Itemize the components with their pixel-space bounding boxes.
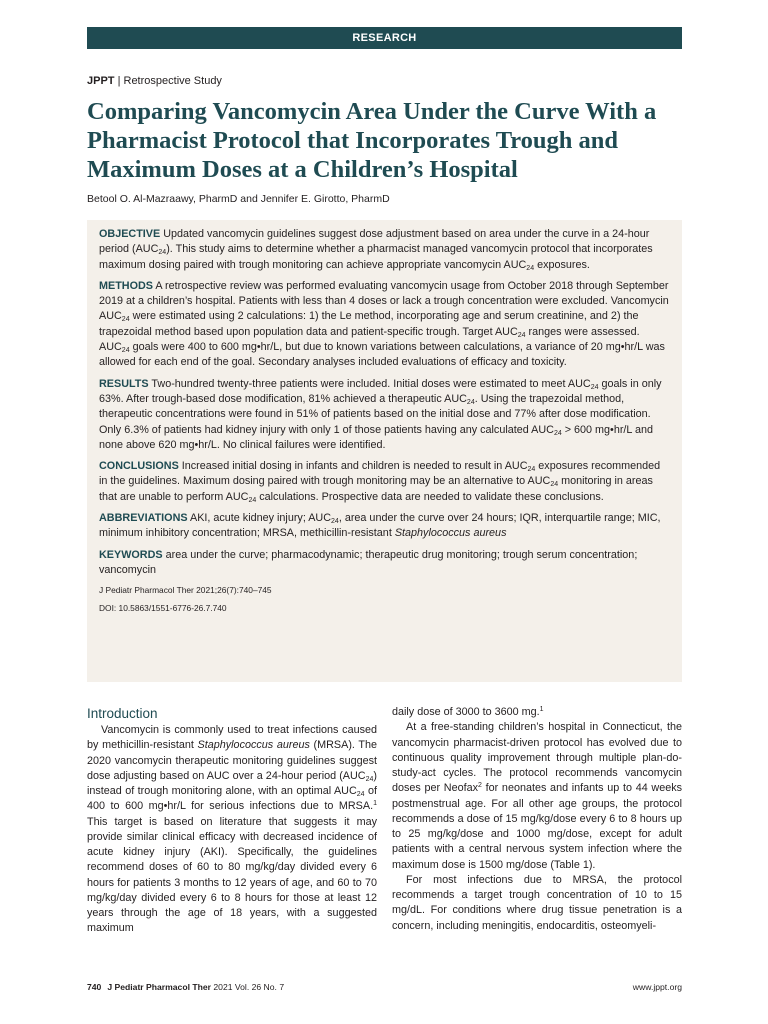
text-run: for neonates and infants up to 44 weeks postmenstrual age. For all other age groups, the protocol recommends a dose of 15 mg/kg/dose every 6 to 8 hours up to 25 mg/kg/dose and 1000 mg/dose, except for adult patients with a central nervous system infection where the maximum dose is 1500 mg/dose (Table 1). xyxy=(392,782,683,871)
abstract-keywords xyxy=(99,548,669,579)
subscript: 24 xyxy=(365,775,374,783)
journal-name: JPPT xyxy=(87,75,115,87)
text-run: > 600 mg•hr/L and none above 620 mg•hr/L. No clinical failures were identified. xyxy=(99,423,654,451)
abstract-objective xyxy=(99,227,669,273)
text-run: were estimated using 2 calculations: 1) the Le method, incorporating age and serum creatinine, and 2) the trapezoidal method based upon population data and patient-specific trough. Target AUC xyxy=(99,310,639,338)
subscript: 24 xyxy=(158,249,167,257)
text-run: This target is based on literature that suggests it may provide similar clinical efficacy with decreased incidence of acute kidney injury (AKI). Specifically, the guidelines recommend doses of 60 to 80 mg/kg/day divided every 6 hours for patients 3 months to 12 years of age, and 60 to 70 mg/kg/day divided every 6 to 8 hours for those at least 12 years through the age of 18 years, with a suggested maximum xyxy=(87,815,377,935)
abbreviations-label: ABBREVIATIONS xyxy=(99,512,188,525)
text-run: ranges were assessed. AUC xyxy=(99,325,640,354)
text-run: (MRSA). The 2020 vancomycin therapeutic monitoring guidelines suggest dose adjusting based on AUC over a 24-hour period (AUC xyxy=(87,739,377,782)
text-run: For most infections due to MRSA, the protocol recommends a target trough concentration of 10 to 15 mg/dL. For conditions where drug tissue penetration is a concern, including meningitis, endocarditis, osteomyeli- xyxy=(392,873,682,932)
methods-label: METHODS xyxy=(99,279,153,292)
subscript: 24 xyxy=(526,264,535,272)
body-paragraph xyxy=(87,723,377,937)
separator: | xyxy=(114,75,124,87)
text-run: AKI, acute kidney injury; AUC xyxy=(187,512,332,525)
study-type: Retrospective Study xyxy=(123,75,222,87)
abstract-results xyxy=(99,377,669,453)
citation: J Pediatr Pharmacol Ther 2021;26(7):740–745 xyxy=(99,585,272,596)
abstract-abbreviations xyxy=(99,511,669,542)
text-run: At a free-standing children’s hospital in Connecticut, the vancomycin pharmacist-driven protocol has evolved due to continuous quality improvement through multiple plan-do-study-act cycles. The protocol recommends vancomycin doses per Neofax xyxy=(392,721,682,795)
subscript: 24 xyxy=(466,398,475,406)
abstract-methods xyxy=(99,279,669,371)
abstract-conclusions xyxy=(99,459,669,505)
author-list: Betool O. Al-Mazraawy, PharmD and Jennifer E. Girotto, PharmD xyxy=(87,193,390,205)
section-banner xyxy=(87,27,682,49)
footer-journal: J Pediatr Pharmacol Ther xyxy=(107,982,211,992)
text-run: monitoring in areas that are unable to perform AUC xyxy=(99,475,653,503)
reference-marker: 2 xyxy=(478,782,482,790)
text-run: area under the curve; pharmacodynamic; therapeutic drug monitoring; trough serum concentration; vancomycin xyxy=(99,548,638,576)
subscript: 24 xyxy=(550,481,559,489)
text-run: calculations. Prospective data are needed to validate these conclusions. xyxy=(256,490,604,503)
text-run: Staphylococcus aureus xyxy=(394,527,507,540)
text-run: ) instead of trough monitoring alone, with an optimal AUC xyxy=(87,769,377,797)
text-run: . Using the trapezoidal method, therapeutic concentrations were found in 51% of patients based on the initial dose and 77% after dose modification. Only 6.3% of patients had kidney injury with only 1 of those patients having any calculated AUC xyxy=(99,392,651,436)
subscript: 24 xyxy=(517,331,526,339)
text-run: daily dose of 3000 to 3600 mg. xyxy=(392,706,540,718)
text-run: Updated vancomycin guidelines suggest dose adjustment based on area under the curve in a 24-hour period (AUC xyxy=(99,228,650,256)
text-run: A retrospective review was performed evaluating vancomycin usage from October 2018 through September 2019 at a children’s hospital. Patients with less than 4 doses or lack a trough concentration were excluded. Vancomycin AUC xyxy=(99,279,669,323)
body-paragraph xyxy=(392,720,682,873)
text-run: , area under the curve over 24 hours; IQR, interquartile range; MIC, minimum inhibitory concentration; MRSA, methicillin-resistant xyxy=(99,512,661,540)
section-heading-introduction: Introduction xyxy=(87,706,158,721)
subscript: 24 xyxy=(248,496,257,504)
keywords-label: KEYWORDS xyxy=(99,548,163,561)
body-paragraph xyxy=(392,705,682,720)
text-run: Increased initial dosing in infants and children is needed to result in AUC xyxy=(178,460,528,473)
subscript: 24 xyxy=(121,347,130,355)
footer-issue: 2021 Vol. 26 No. 7 xyxy=(211,982,285,992)
text-run: Staphylococcus aureus xyxy=(197,739,310,752)
text-run: goals were 400 to 600 mg•hr/L, but due to known variations between calculations, a variance of 20 mg•hr/L was allowed for each end of the goal. Secondary analyses included evaluations of efficacy and toxicity. xyxy=(99,341,665,369)
subscript: 24 xyxy=(553,429,562,437)
subscript: 24 xyxy=(590,383,599,391)
page-footer xyxy=(87,981,682,993)
page-number: 740 xyxy=(87,982,102,992)
subscript: 24 xyxy=(356,791,365,798)
text-run: of 400 to 600 mg•hr/L for serious infections due to MRSA. xyxy=(87,785,377,813)
doi: DOI: 10.5863/1551-6776-26.7.740 xyxy=(99,603,227,614)
text-run: goals in only 63%. After trough-based dose modification, 81% achieved a therapeutic AUC xyxy=(99,377,662,405)
body-column-left xyxy=(87,705,377,937)
text-run: Vancomycin is commonly used to treat infections caused by methicillin-resistant xyxy=(87,724,377,752)
reference-marker: 1 xyxy=(539,706,544,713)
results-label: RESULTS xyxy=(99,377,149,390)
subscript: 24 xyxy=(121,316,130,324)
text-run: ). This study aims to determine whether a pharmacist managed vancomycin protocol that incorporates maximum dosing paired with trough monitoring can achieve appropriate vancomycin AUC xyxy=(99,243,653,271)
section-label: RESEARCH xyxy=(352,32,417,44)
subscript: 24 xyxy=(527,466,536,474)
text-run: Two-hundred twenty-three patients were included. Initial doses were estimated to meet AUC xyxy=(148,377,591,390)
subscript: 24 xyxy=(331,518,339,526)
objective-label: OBJECTIVE xyxy=(99,228,161,240)
body-paragraph xyxy=(392,873,682,934)
article-title: Comparing Vancomycin Area Under the Curve With a Pharmacist Protocol that Incorporates Trough and Maximum Doses at a Children’s Hospital xyxy=(87,98,657,183)
text-run: exposures. xyxy=(534,258,590,271)
conclusions-label: CONCLUSIONS xyxy=(99,460,179,473)
abstract-box xyxy=(87,220,682,682)
text-run: exposures recommended in the guidelines. Maximum dosing paired with trough monitoring may be an alternative to AUC xyxy=(99,460,661,488)
body-column-right xyxy=(392,705,682,934)
reference-marker: 1 xyxy=(373,800,377,808)
journal-url[interactable]: www.jppt.org xyxy=(632,982,682,992)
journal-line xyxy=(87,74,222,88)
